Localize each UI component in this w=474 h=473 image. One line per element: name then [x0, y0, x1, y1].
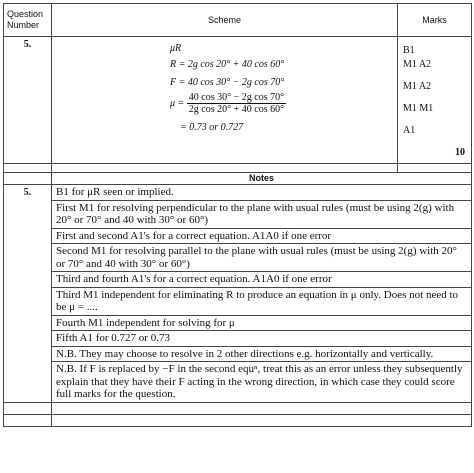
scheme-line-3: F = 40 cos 30° − 2g cos 70°	[170, 77, 285, 88]
scheme-line-5: = 0.73 or 0.727	[180, 122, 244, 133]
scheme-line-2: R = 2g cos 20° + 40 cos 60°	[170, 59, 285, 70]
question-number: 5.	[4, 37, 52, 164]
notes-question-number: 5.	[4, 185, 52, 403]
note-item: N.B. If F is replaced by −F in the second equⁿ, treat this as an error unless they subsequently explain that they have their F acting in the wrong direction, in which case they could score full marks for the question.	[52, 362, 472, 403]
note-item: Fifth A1 for 0.727 or 0.73	[52, 331, 472, 347]
mark-m1-m1: M1 M1	[403, 103, 434, 114]
mark-m1-a2-first: M1 A2	[403, 59, 432, 70]
spacer-row	[4, 164, 472, 173]
scheme-line-1: μR	[170, 43, 182, 54]
note-item: Fourth M1 independent for solving for μ	[52, 315, 472, 331]
mu-equals: μ =	[170, 97, 185, 109]
mu-fraction	[187, 92, 286, 115]
header-scheme: Scheme	[52, 4, 398, 37]
header-row	[4, 4, 472, 37]
note-row	[4, 331, 472, 347]
note-item: First M1 for resolving perpendicular to the plane with usual rules (must be using 2(g) with 20° or 70° and 40 with 30° or 60°)	[52, 200, 472, 228]
mu-denominator: 2g cos 20° + 40 cos 60°	[188, 104, 285, 115]
mark-total: 10	[455, 147, 465, 158]
note-item: N.B. They may choose to resolve in 2 other directions e.g. horizontally and vertically.	[52, 346, 472, 362]
empty-row	[4, 402, 472, 414]
note-row	[4, 200, 472, 228]
notes-title: Notes	[52, 173, 472, 185]
header-marks: Marks	[398, 4, 472, 37]
empty-row	[4, 414, 472, 426]
marks-cell	[398, 37, 472, 164]
note-row	[4, 362, 472, 403]
note-row	[4, 315, 472, 331]
note-item: Third M1 independent for eliminating R to produce an equation in μ only. Does not need to be μ = ....	[52, 287, 472, 315]
note-row	[4, 185, 472, 201]
note-item: Third and fourth A1's for a correct equation. A1A0 if one error	[52, 272, 472, 288]
note-item: Second M1 for resolving parallel to the plane with usual rules (must be using 2(g) with 20° or 70° and 40 with 30° or 60°)	[52, 244, 472, 272]
scheme-line-4	[170, 92, 286, 115]
notes-header-row	[4, 173, 472, 185]
note-row	[4, 228, 472, 244]
note-item: B1 for μR seen or implied.	[52, 185, 472, 201]
note-row	[4, 272, 472, 288]
scheme-cell	[52, 37, 398, 164]
mark-scheme-table	[3, 3, 472, 427]
mu-numerator: 40 cos 30° − 2g cos 70°	[188, 92, 285, 103]
scheme-row	[4, 37, 472, 164]
mark-m1-a2-second: M1 A2	[403, 81, 432, 92]
note-row	[4, 346, 472, 362]
mark-a1: A1	[403, 125, 416, 136]
header-question-number: Question Number	[4, 4, 52, 37]
note-row	[4, 244, 472, 272]
mark-b1: B1	[403, 45, 415, 56]
note-row	[4, 287, 472, 315]
note-item: First and second A1's for a correct equation. A1A0 if one error	[52, 228, 472, 244]
mark-scheme-page	[3, 3, 471, 427]
